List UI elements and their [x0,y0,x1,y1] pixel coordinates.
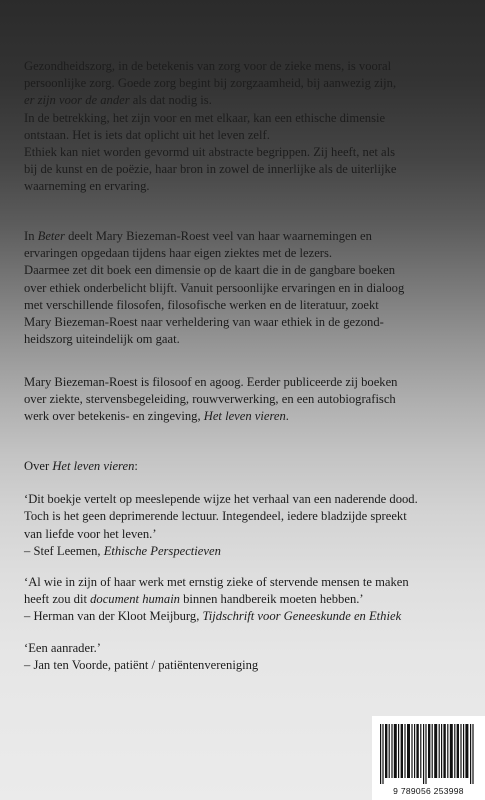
text-line: Mary Biezeman-Roest naar verheldering van waar ethiek in de gezond- [24,315,384,330]
review-source: Ethische Perspectieven [103,543,221,558]
text-line: ‘Een aanrader.’ [24,640,101,655]
review-quote-3 [24,640,471,674]
book-title: Het leven vieren [52,459,135,473]
book-title: Beter [37,229,65,243]
text-line: persoonlijke zorg. Goede zorg begint bij zorgzaamheid, bij aanwezig zijn, [24,76,397,91]
text-line: heidszorg uiteindelijk om gaat. [24,332,180,347]
review-quote-2 [24,574,471,626]
reviews-heading: Over Het leven vieren: [24,459,138,473]
description-paragraph-2 [24,228,471,348]
italic-phrase: er zijn voor de ander [24,93,130,108]
text-line: ontstaan. Het is iets dat oplicht uit het leven zelf. [24,127,270,142]
text-line: Ethiek kan niet worden gevormd uit abstracte begrippen. Zij heeft, net als [24,145,396,160]
author-bio [24,374,471,426]
barcode [372,716,485,800]
text-line: er zijn voor de ander als dat nodig is. [24,93,212,108]
text-line: over ethiek onderbelicht blijft. Vanuit persoonlijke ervaringen en in dialoog [24,280,405,295]
text-line: In Beter deelt Mary Biezeman-Roest veel van haar waarnemingen en [24,229,372,243]
italic-phrase: document humain [90,592,180,607]
review-author: – Stef Leemen, Ethische Perspectieven [24,543,221,558]
reviews-section [24,458,471,688]
review-source: Tijdschrift voor Geneeskunde en Ethiek [202,609,402,624]
description-paragraph-1 [24,58,471,196]
text-line: over ziekte, stervensbegeleiding, rouwverwerking, en een autobiografisch [24,392,396,407]
text-line: Mary Biezeman-Roest is filosoof en agoog. Eerder publiceerde zij boeken [24,375,398,389]
text-line: met verschillende filosofen, filosofische werken en de literatuur, zoekt [24,297,379,312]
isbn-number: 9 789056 253998 [393,786,464,796]
text-line: In de betrekking, het zijn voor en met elkaar, kan een ethische dimensie [24,110,386,125]
text-line: bij de kunst en de poëzie, haar bron in zowel de innerlijke als de uiterlijke [24,162,397,177]
review-author: – Herman van der Kloot Meijburg, Tijdschrift voor Geneeskunde en Ethiek [24,609,402,624]
review-quote-1 [24,491,471,560]
barcode-bars [380,724,477,784]
book-title: Het leven vieren [203,409,286,424]
text-line: Gezondheidszorg, in de betekenis van zorg voor de zieke mens, is vooral [24,59,392,73]
text-line: ervaringen opgedaan tijdens haar eigen ziektes met de lezers. [24,246,333,261]
text-line: van liefde voor het leven.’ [24,526,157,541]
text-line: ‘Dit boekje vertelt op meeslepende wijze het verhaal van een naderende dood. [24,492,418,507]
text-line: Toch is het geen deprimerende lectuur. Integendeel, iedere bladzijde spreekt [24,509,407,524]
text-line: waarneming en ervaring. [24,179,150,194]
text-line: werk over betekenis- en zingeving, Het leven vieren. [24,409,289,424]
text-line: Daarmee zet dit boek een dimensie op de kaart die in de gangbare boeken [24,263,396,278]
review-author: – Jan ten Voorde, patiënt / patiëntenvereniging [24,657,259,672]
text-line: heeft zou dit document humain binnen handbereik moeten hebben.’ [24,592,364,607]
text-line: ‘Al wie in zijn of haar werk met ernstig zieke of stervende mensen te maken [24,575,409,590]
